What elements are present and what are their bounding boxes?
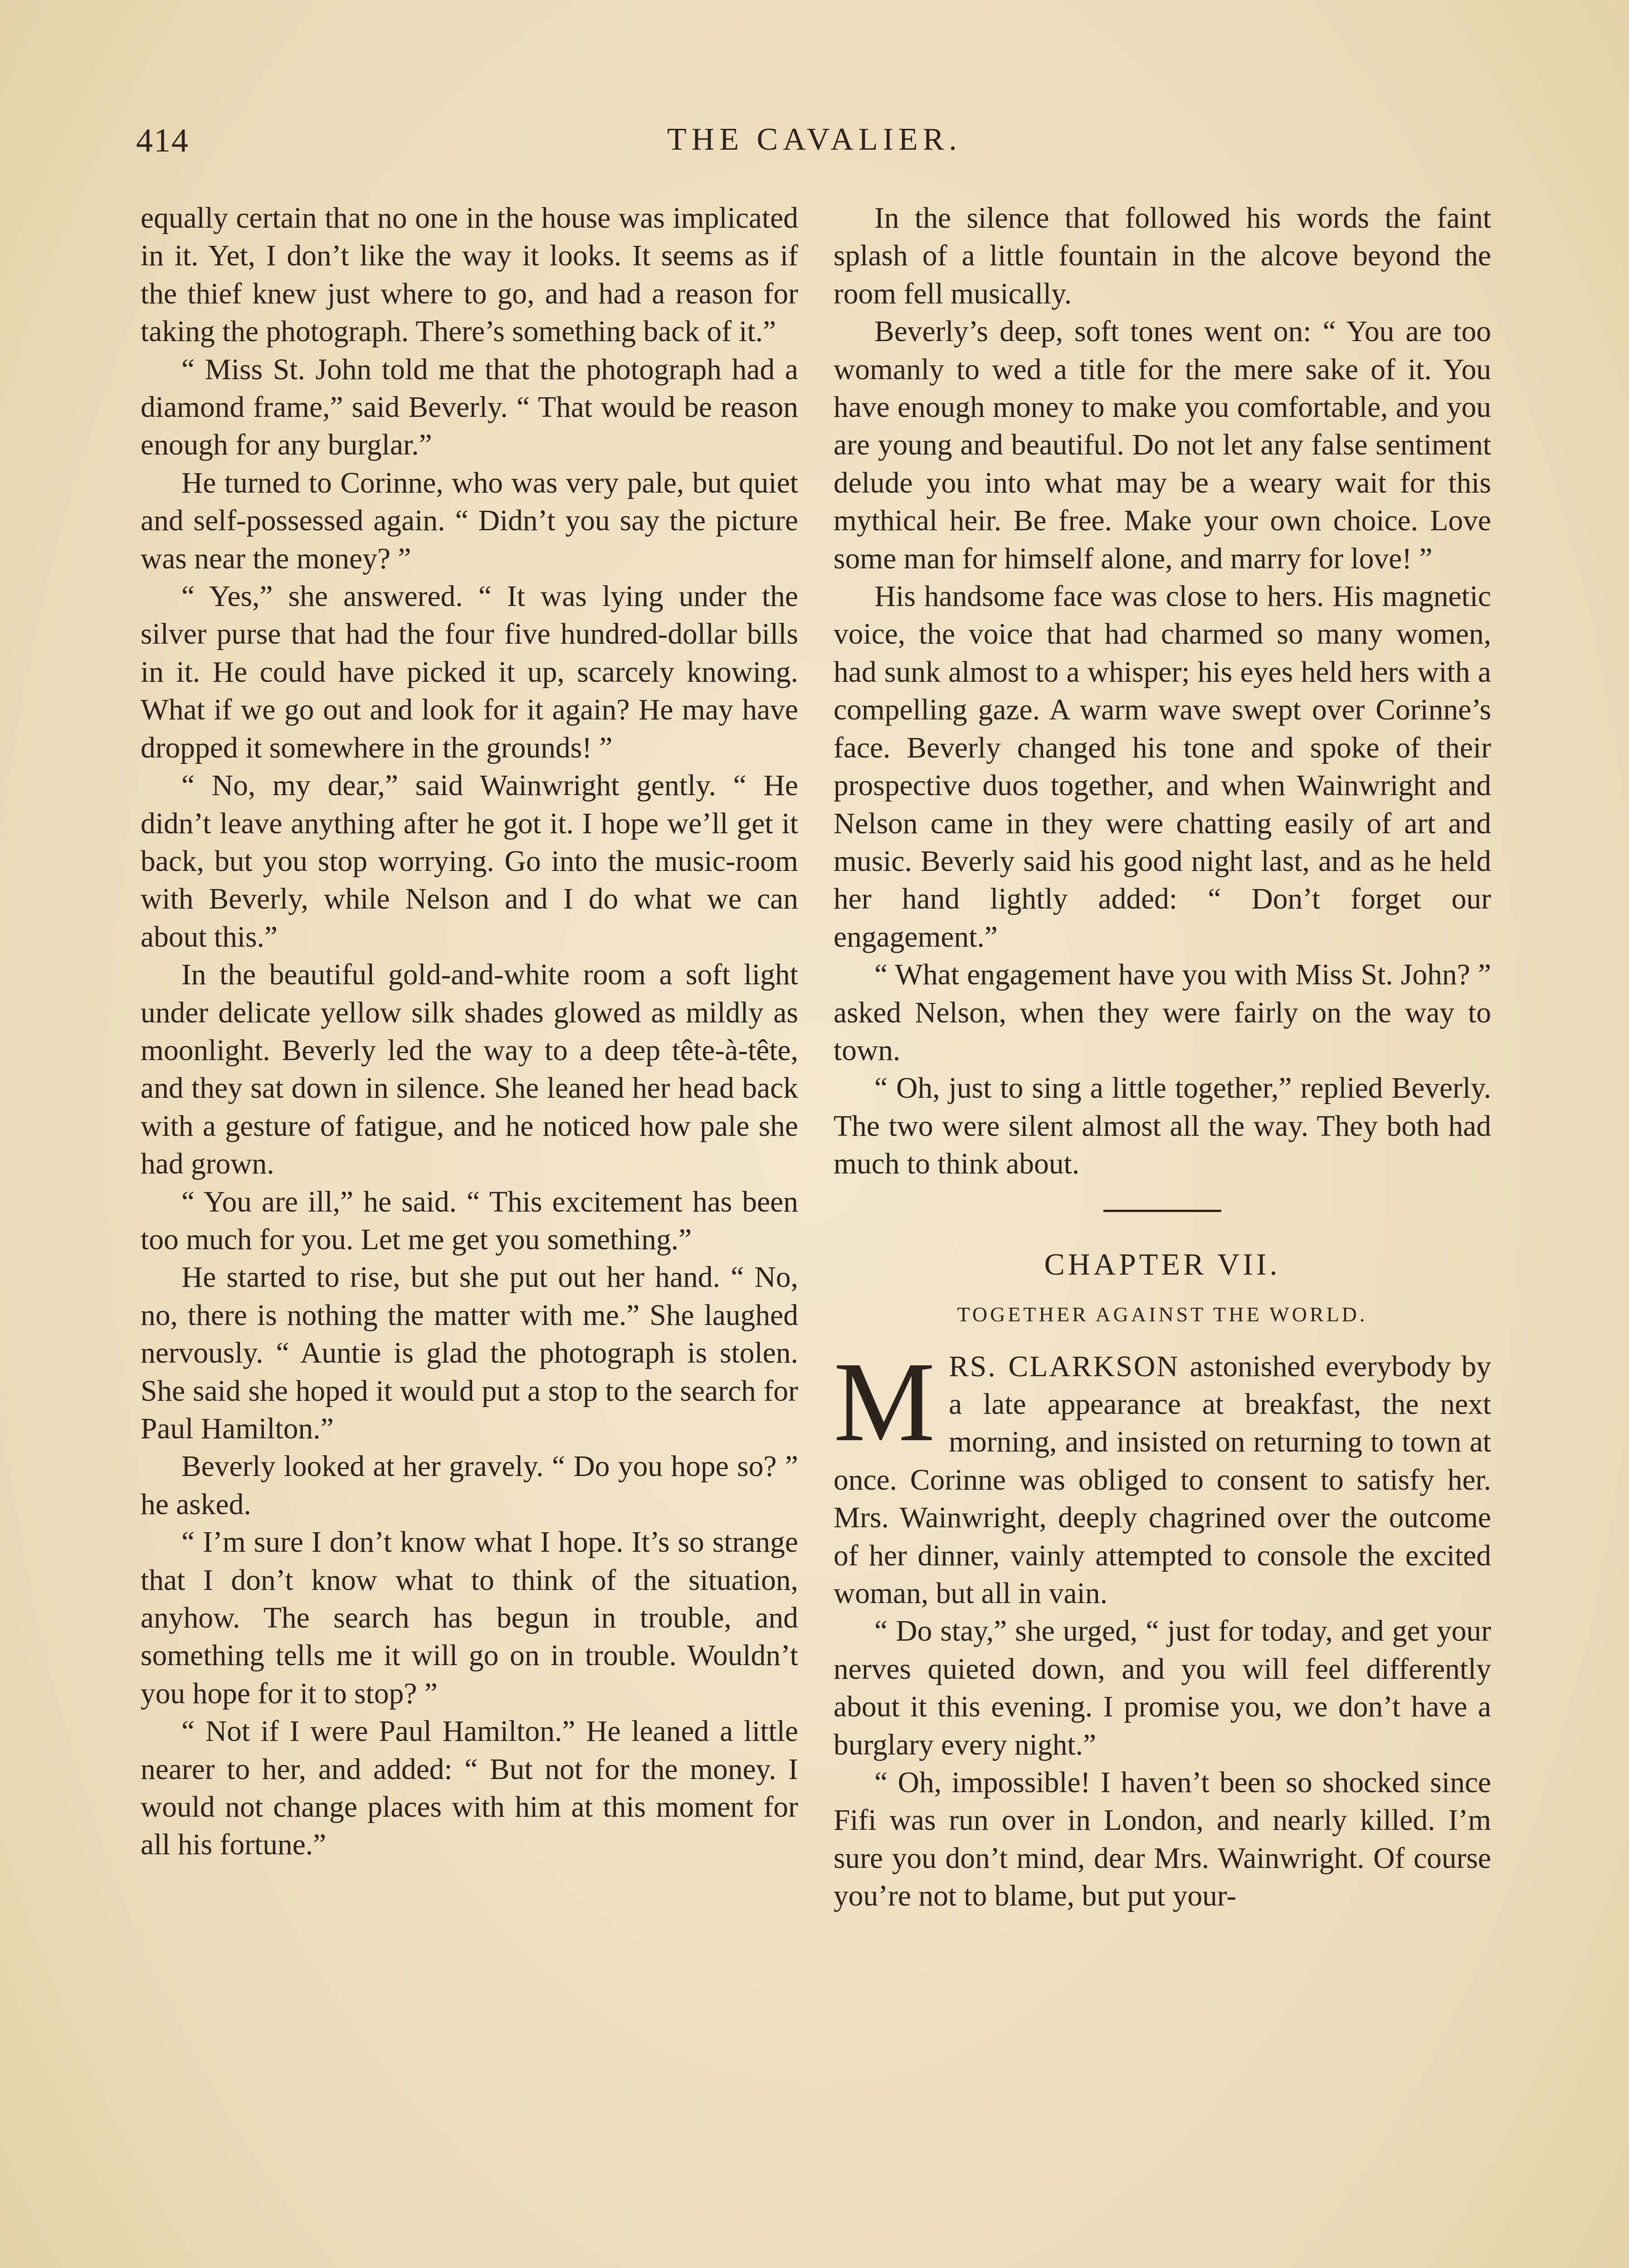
- paragraph: “ Oh, just to sing a little together,” replied Beverly. The two were silent almost all the way. They both had much to think about.: [834, 1072, 1491, 1181]
- right-column: [834, 200, 1491, 1916]
- drop-cap: M: [834, 1338, 936, 1465]
- chapter-title: CHAPTER VII.: [1044, 1246, 1281, 1281]
- opening-text: astonished everybody by a late appearance at breakfast, the next morning, and insisted on returning to town at once. Corinne was obliged to consent to satisfy her. Mrs. Wainwright, deeply chagrined over the outcome of her dinner, vainly attempted to console the excited woman, but all in vain.: [834, 1350, 1491, 1610]
- paragraph: “ Yes,” she answered. “ It was lying under the silver purse that had the four five hundred-dollar bills in it. He could have picked it up, scarcely knowing. What if we go out and look for it again? He may have dropped it somewhere in the grounds! ”: [141, 580, 798, 764]
- paragraph: “ Not if I were Paul Hamilton.” He leaned a little nearer to her, and added: “ But not for the money. I would not change places with him at this moment for all his fortune.”: [141, 1715, 798, 1862]
- chapter-opening-paragraph: [834, 1338, 1491, 1613]
- paragraph: Beverly’s deep, soft tones went on: “ You are too womanly to wed a title for the mere sake of it. You have enough money to make you comfortable, and you are young and beautiful. Do not let any false sentiment delude you into what may be a weary wait for this mythical heir. Be free. Make your own choice. Love some man for himself alone, and marry for love! ”: [834, 315, 1491, 575]
- paragraph: “ Do stay,” she urged, “ just for today, and get your nerves quieted down, and you will feel differently about it this evening. I promise you, we don’t have a burglary every night.”: [834, 1615, 1491, 1761]
- paragraph: “ You are ill,” he said. “ This excitement has been too much for you. Let me get you something.”: [141, 1185, 798, 1256]
- page-number: 414: [136, 122, 189, 159]
- paragraph: In the beautiful gold-and-white room a soft light under delicate yellow silk shades glowed as mildly as moonlight. Beverly led the way to a deep tête-à-tête, and they sat down in silence. She leaned her head back with a gesture of fatigue, and he noticed how pale she had grown.: [141, 958, 798, 1181]
- paragraph: “ What engagement have you with Miss St. John? ” asked Nelson, when they were fairly on the way to town.: [834, 958, 1491, 1067]
- paragraph: He turned to Corinne, who was very pale, but quiet and self-possessed again. “ Didn’t you say the picture was near the money? ”: [141, 466, 798, 575]
- paragraph: equally certain that no one in the house was implicated in it. Yet, I don’t like the way it looks. It seems as if the thief knew just where to go, and had a reason for taking the photograph. There’s something back of it.”: [141, 202, 798, 348]
- paragraph: “ I’m sure I don’t know what I hope. It’s so strange that I don’t know what to think of the situation, anyhow. The search has begun in trouble, and something tells me it will go on in trouble. Wouldn’t you hope for it to stop? ”: [141, 1526, 798, 1710]
- chapter-subtitle: TOGETHER AGAINST THE WORLD.: [957, 1302, 1368, 1326]
- opening-small-caps: RS. CLARKSON: [949, 1350, 1180, 1383]
- paragraph: He started to rise, but she put out her hand. “ No, no, there is nothing the matter with me.” She laughed nervously. “ Auntie is glad the photograph is stolen. She said she hoped it would put a stop to the search for Paul Hamilton.”: [141, 1261, 798, 1445]
- section-divider: [1103, 1210, 1221, 1212]
- paragraph: His handsome face was close to hers. His magnetic voice, the voice that had charmed so many women, had sunk almost to a whisper; his eyes held hers with a compelling gaze. A warm wave swept over Corinne’s face. Beverly changed his tone and spoke of their prospective duos together, and when Wainwright and Nelson came in they were chatting easily of art and music. Beverly said his good night last, and as he held her hand lightly added: “ Don’t forget our engagement.”: [834, 580, 1491, 953]
- paragraph: Beverly looked at her gravely. “ Do you hope so? ” he asked.: [141, 1450, 798, 1521]
- running-title: THE CAVALIER.: [667, 122, 962, 157]
- paragraph: “ Miss St. John told me that the photograph had a diamond frame,” said Beverly. “ That would be reason enough for any burglar.”: [141, 353, 798, 462]
- paragraph: In the silence that followed his words the faint splash of a little fountain in the alcove beyond the room fell musically.: [834, 202, 1491, 310]
- paragraph: “ No, my dear,” said Wainwright gently. “ He didn’t leave anything after he got it. I hope we’ll get it back, but you stop worrying. Go into the music-room with Beverly, while Nelson and I do what we can about this.”: [141, 769, 798, 953]
- left-column: [141, 200, 798, 1864]
- paragraph: “ Oh, impossible! I haven’t been so shocked since Fifi was run over in London, and nearly killed. I’m sure you don’t mind, dear Mrs. Wainwright. Of course you’re not to blame, but put your-: [834, 1766, 1491, 1913]
